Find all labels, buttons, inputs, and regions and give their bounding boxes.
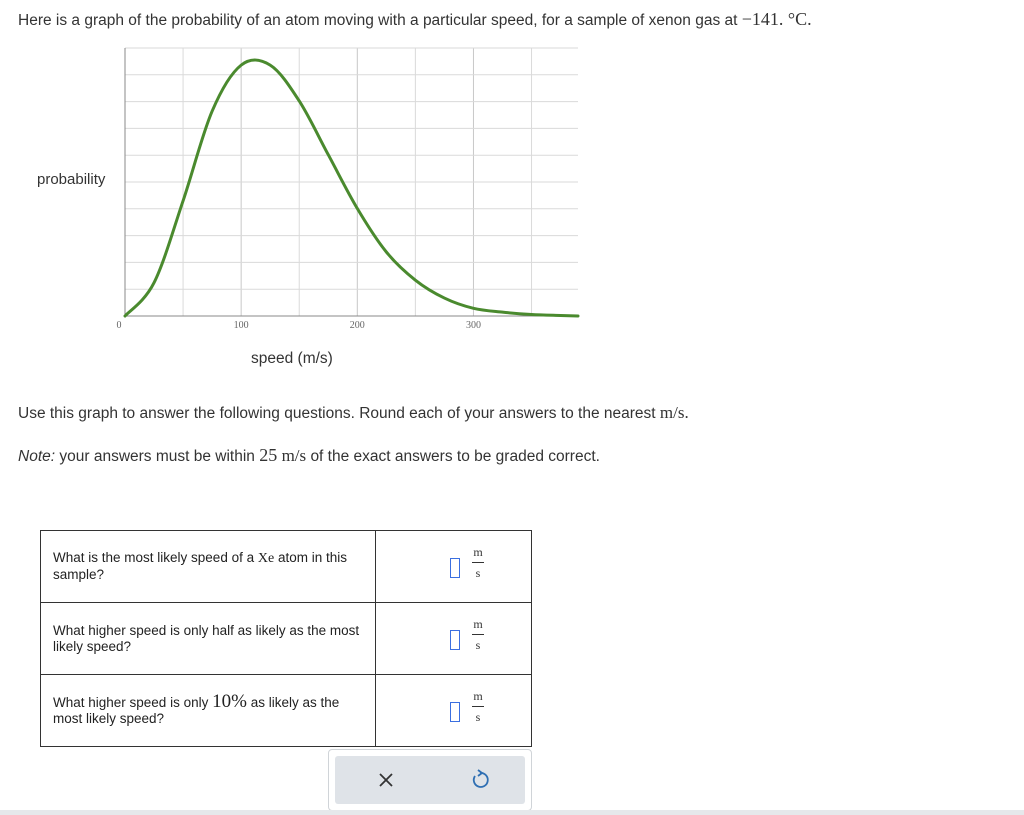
questions-table (40, 530, 532, 747)
question-row (41, 675, 532, 747)
undo-icon (466, 768, 494, 792)
instructions-unit: m/s. (659, 403, 689, 422)
unit-denominator: s (475, 566, 481, 580)
action-bar (328, 749, 532, 811)
y-axis-label: probability (37, 171, 106, 188)
instructions-text: Use this graph to answer the following questions. Round each of your answers to the nearest (18, 405, 656, 422)
close-icon (372, 768, 400, 792)
answer-input-2[interactable] (450, 630, 460, 650)
question-text (41, 675, 376, 747)
x-axis-label: speed (m/s) (251, 350, 333, 367)
unit-denominator: s (475, 710, 481, 724)
answer-input-3[interactable] (450, 702, 460, 722)
action-bar-inner (335, 756, 525, 804)
unit-numerator: m (473, 617, 483, 631)
fraction-bar (472, 634, 484, 635)
note-text-1: your answers must be within (59, 448, 255, 465)
question-1-post: atom in this sample? (53, 550, 347, 582)
chart-grid (125, 48, 578, 316)
intro-sentence: Here is a graph of the probability of an atom moving with a particular speed, for a sample of xenon gas at (18, 12, 738, 29)
unit-fraction (470, 689, 486, 724)
unit-fraction (470, 617, 486, 652)
probability-chart (0, 40, 600, 380)
undo-button[interactable] (466, 768, 494, 792)
note-unit: m/s (281, 446, 307, 465)
question-3-pre: What higher speed is only (53, 695, 209, 710)
x-tick-label: 200 (349, 320, 365, 331)
note-label: Note: (18, 448, 56, 465)
question-row (41, 603, 532, 675)
question-text (41, 531, 376, 603)
answer-cell (376, 675, 532, 747)
note-text-2: of the exact answers to be graded correct. (310, 448, 600, 465)
unit-fraction (470, 545, 486, 580)
intro-temperature: −141. °C. (741, 9, 812, 29)
question-text (41, 603, 376, 675)
fraction-bar (472, 562, 484, 563)
bottom-divider (0, 810, 1024, 815)
note-number: 25 (259, 445, 278, 465)
question-row (41, 531, 532, 603)
x-tick-label: 0 (116, 320, 122, 331)
question-3-post: as likely as the most likely speed? (53, 695, 340, 726)
fraction-bar (472, 706, 484, 707)
instructions-line (18, 403, 689, 423)
x-tick-label: 300 (465, 320, 481, 331)
chart-ticks (117, 320, 481, 331)
note-line (18, 445, 600, 466)
question-1-pre: What is the most likely speed of a (53, 550, 255, 565)
unit-numerator: m (473, 689, 483, 703)
unit-denominator: s (475, 638, 481, 652)
question-2-text: What higher speed is only half as likely as the most likely speed? (53, 622, 360, 654)
x-tick-label: 100 (233, 320, 249, 331)
intro-text (18, 9, 812, 30)
answer-cell (376, 603, 532, 675)
answer-input-1[interactable] (450, 558, 460, 578)
answer-cell (376, 531, 532, 603)
question-3-percent: 10% (212, 691, 247, 712)
question-1-atom: Xe (257, 551, 275, 566)
unit-numerator: m (473, 545, 483, 559)
probability-curve (125, 60, 578, 316)
clear-button[interactable] (372, 768, 400, 792)
